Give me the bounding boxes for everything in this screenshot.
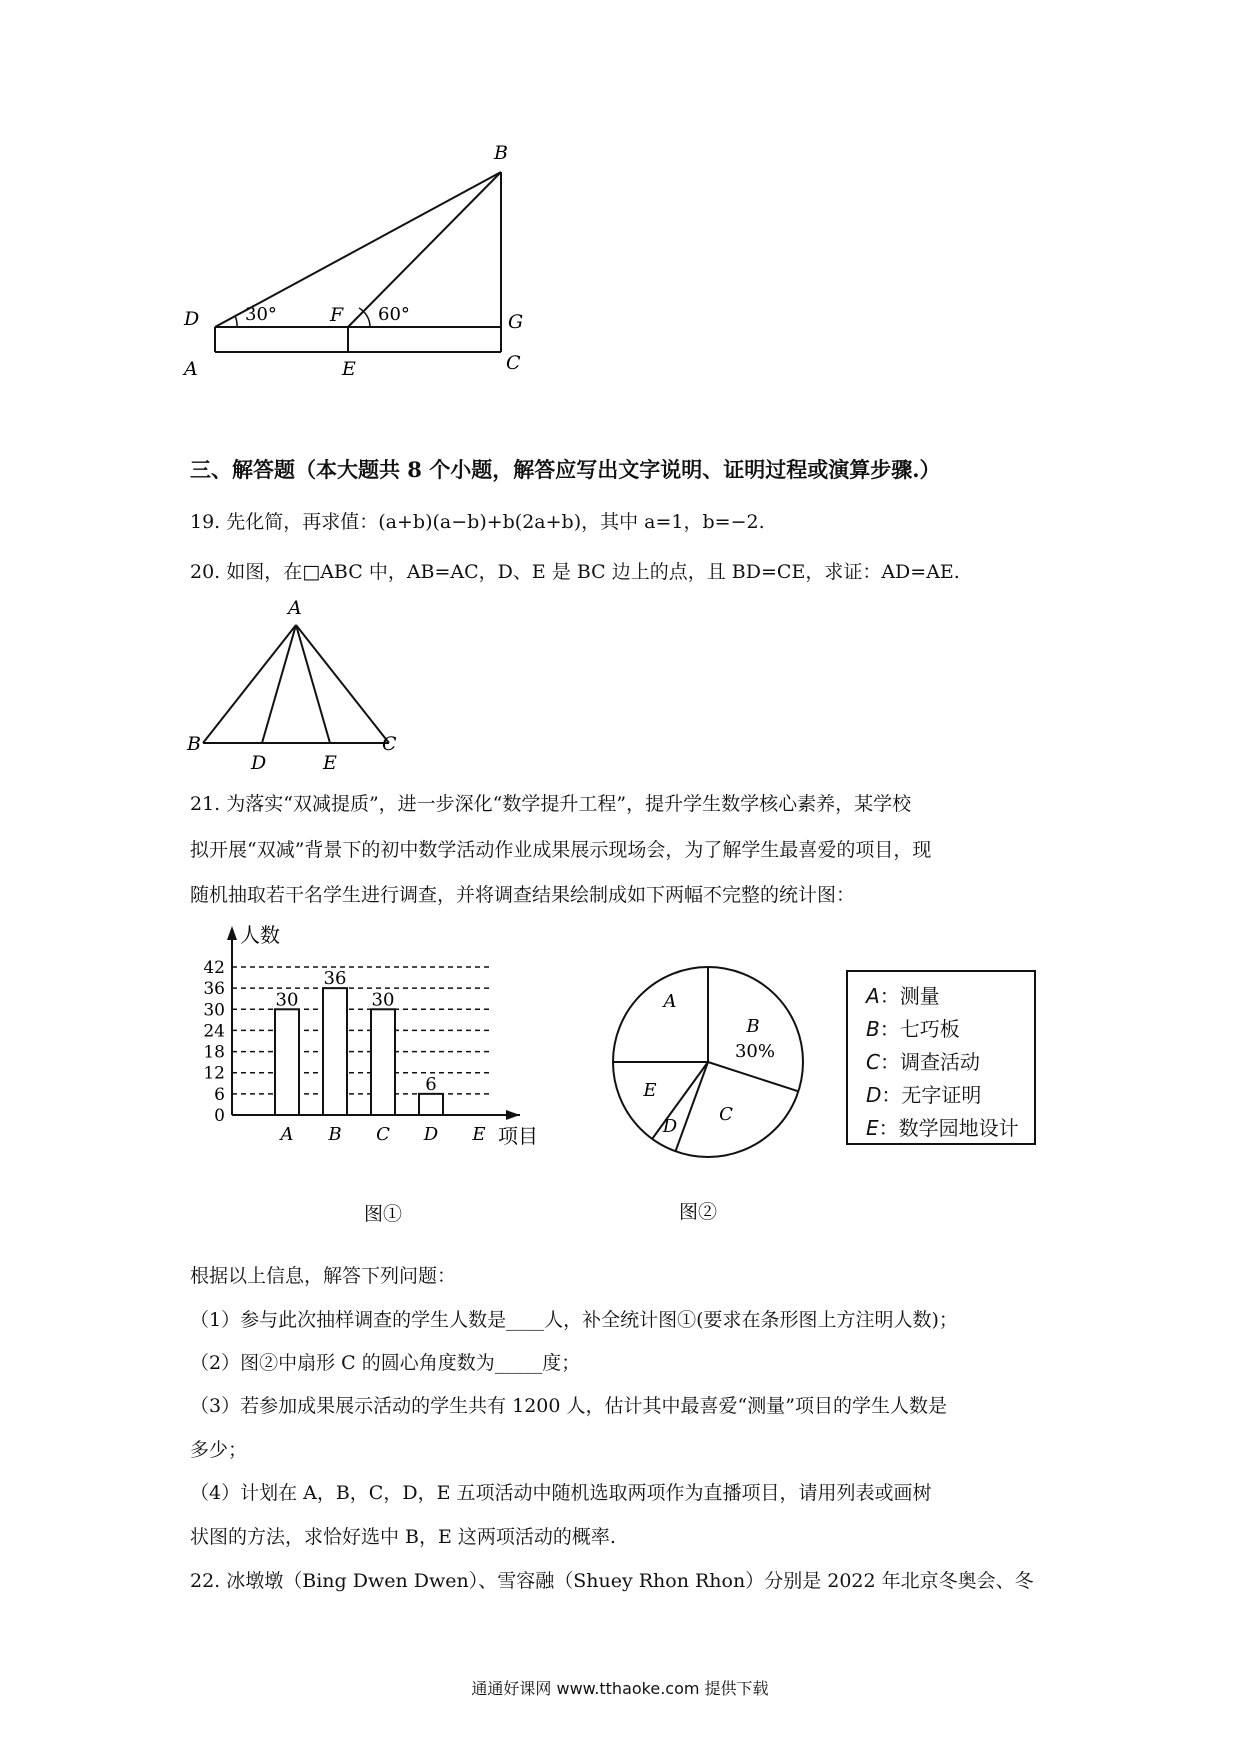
line-ad: [262, 625, 296, 743]
line-ac: [296, 625, 389, 743]
question-21-part-4b: 状图的方法，求恰好选中 B，E 这两项活动的概率.: [190, 1526, 616, 1548]
label-a: A: [288, 597, 302, 619]
question-19: 19. 先化简，再求值：(a+b)(a−b)+b(2a+b)，其中 a=1，b=−2.: [190, 511, 765, 533]
bar-c: [371, 1009, 395, 1115]
label-b: B: [494, 142, 508, 164]
pie-legend: [846, 970, 1036, 1145]
bar-data-label: 30: [275, 989, 299, 1011]
bar-data-label: 30: [371, 989, 395, 1011]
legend-item-a: A：测量: [866, 984, 940, 1008]
bar-a: [275, 1009, 299, 1115]
question-21-line-2: 拟开展“双减”背景下的初中数学活动作业成果展示现场会，为了解学生最喜爱的项目，现: [190, 839, 932, 861]
angle-label-60: 60°: [378, 304, 410, 325]
question-21-part-3b: 多少；: [190, 1439, 248, 1461]
label-d: D: [184, 308, 200, 330]
question-21-part-3a: （3）若参加成果展示活动的学生共有 1200 人，估计其中最喜爱“测量”项目的学生人数是: [190, 1395, 947, 1417]
legend-key: D: [866, 1083, 882, 1107]
figure-elevation-diagram: [184, 142, 530, 435]
label-a: A: [184, 358, 198, 380]
question-21-intro: 根据以上信息，解答下列问题：: [190, 1265, 457, 1287]
question-21-part-4a: （4）计划在 A，B，C，D，E 五项活动中随机选取两项作为直播项目，请用列表或画树: [190, 1482, 932, 1504]
question-21-part-2: （2）图②中扇形 C 的圆心角度数为_____度；: [190, 1352, 581, 1374]
legend-text: 测量: [899, 984, 940, 1008]
x-axis-title: 项目: [498, 1124, 538, 1148]
bar-d: [419, 1094, 443, 1115]
legend-key: C: [866, 1050, 880, 1074]
pie-chart: [585, 945, 840, 1235]
pie-slice-label: A: [663, 991, 677, 1012]
pie-slice-label: B: [746, 1016, 760, 1037]
chart-caption: 图②: [678, 1201, 718, 1223]
legend-item-d: D：无字证明: [866, 1083, 982, 1107]
y-tick-label: 0: [214, 1106, 225, 1126]
x-tick-label: D: [423, 1124, 439, 1145]
pie-slice-percent: 30%: [734, 1041, 776, 1062]
question-22: 22. 冰墩墩（Bing Dwen Dwen）、雪容融（Shuey Rhon Rhon）分别是 2022 年北京冬奥会、冬: [190, 1570, 1034, 1592]
label-f: F: [330, 304, 344, 326]
question-21-line-3: 随机抽取若干名学生进行调查，并将调查结果绘制成如下两幅不完整的统计图：: [190, 884, 856, 906]
y-tick-label: 12: [203, 1063, 225, 1084]
y-tick-label: 24: [203, 1021, 225, 1042]
x-tick-label: E: [472, 1124, 486, 1145]
y-tick-label: 6: [214, 1084, 225, 1105]
legend-item-e: E：数学园地设计: [866, 1116, 1019, 1140]
chart-caption: 图①: [363, 1203, 403, 1225]
x-tick-label: C: [376, 1124, 390, 1145]
angle-arc-d: [235, 316, 237, 327]
figure-isosceles-triangle: [185, 598, 415, 778]
pie-slice-label: D: [662, 1116, 678, 1137]
angle-label-30: 30°: [245, 304, 277, 325]
label-d: D: [251, 752, 267, 774]
pie-slice-label: E: [643, 1080, 657, 1101]
label-b: B: [187, 733, 201, 755]
label-c: C: [382, 733, 397, 755]
legend-text: 无字证明: [901, 1083, 982, 1107]
line-ab: [203, 625, 296, 743]
bar-data-label: 36: [323, 968, 347, 990]
bar-data-label: 6: [425, 1073, 437, 1095]
question-21-line-1: 21. 为落实“双减提质”，进一步深化“数学提升工程”，提升学生数学核心素养，某学校: [190, 793, 912, 815]
label-g: G: [508, 311, 524, 333]
legend-item-b: B：七巧板: [866, 1017, 960, 1041]
y-tick-label: 42: [203, 958, 225, 978]
section-heading: 三、解答题（本大题共 8 个小题，解答应写出文字说明、证明过程或演算步骤.）: [190, 457, 941, 482]
bar-b: [323, 988, 347, 1115]
page-footer: 通通好课网 www.tthaoke.com 提供下载: [471, 1679, 769, 1698]
question-20: 20. 如图，在□ABC 中，AB=AC，D、E 是 BC 边上的点，且 BD=CE，求证：AD=AE.: [190, 561, 960, 583]
y-tick-label: 36: [203, 979, 225, 1000]
line-fb: [348, 172, 501, 327]
y-tick-label: 18: [203, 1042, 225, 1063]
legend-key: A: [866, 984, 880, 1008]
label-e: E: [342, 358, 356, 380]
legend-text: 调查活动: [899, 1050, 980, 1074]
y-tick-label: 30: [203, 1000, 225, 1021]
legend-key: B: [866, 1017, 880, 1041]
label-e: E: [323, 752, 337, 774]
question-21-part-1: （1）参与此次抽样调查的学生人数是____人，补全统计图①(要求在条形图上方注明人数)；: [190, 1309, 958, 1331]
legend-text: 七巧板: [899, 1017, 960, 1041]
x-axis-arrow: [506, 1110, 520, 1120]
y-axis-arrow: [227, 926, 237, 940]
x-tick-label: B: [328, 1124, 342, 1145]
pie-slice-label: C: [719, 1104, 733, 1125]
legend-text: 数学园地设计: [898, 1116, 1019, 1140]
bar-chart: [190, 920, 600, 1235]
y-axis-title: 人数: [240, 923, 280, 947]
legend-item-c: C：调查活动: [866, 1050, 980, 1074]
legend-key: E: [866, 1116, 879, 1140]
x-tick-label: A: [280, 1124, 294, 1145]
line-ae: [296, 625, 330, 743]
label-c: C: [506, 352, 521, 374]
